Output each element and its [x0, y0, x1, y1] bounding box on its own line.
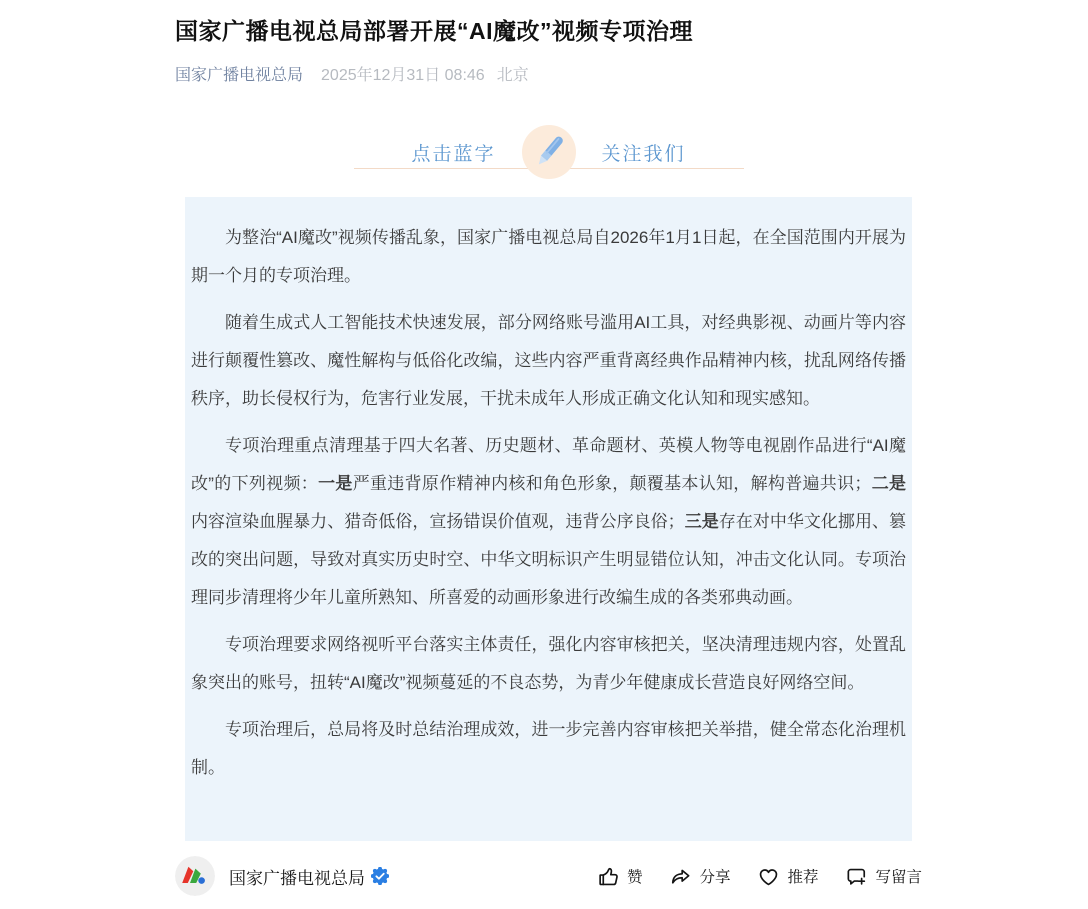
comment-icon — [845, 865, 868, 888]
page-title: 国家广播电视总局部署开展“AI魔改”视频专项治理 — [175, 18, 693, 44]
like-button[interactable] — [597, 865, 643, 888]
author-link[interactable]: 国家广播电视总局 — [175, 67, 304, 84]
like-label: 赞 — [626, 869, 643, 886]
verified-badge-icon — [371, 867, 389, 885]
article-paragraph: 专项治理重点清理基于四大名著、历史题材、革命题材、英模人物等电视剧作品进行“AI魔改”的下列视频：一是严重违背原作精神内核和角色形象，颠覆基本认知，解构普遍共识；二是内容渲染血腥暴力、猎奇低俗，宣扬错误价值观，违背公序良俗；三是存在对中华文化挪用、篡改的突出问题，导致对真实历史时空、中华文明标识产生明显错位认知，冲击文化认同。专项治理同步清理将少年儿童所熟知、所喜爱的动画形象进行改编生成的各类邪典动画。 — [191, 436, 907, 607]
share-button[interactable] — [669, 865, 730, 888]
thumbs-up-icon — [597, 865, 620, 888]
comment-label: 写留言 — [875, 869, 922, 886]
byline — [175, 62, 529, 85]
account-name[interactable]: 国家广播电视总局 — [229, 868, 365, 888]
banner-left-text[interactable]: 点击蓝字 — [411, 143, 496, 165]
share-label: 分享 — [699, 869, 731, 886]
article-paragraph: 专项治理要求网络视听平台落实主体责任，强化内容审核把关，坚决清理违规内容，处置乱象突出的账号，扭转“AI魔改”视频蔓延的不良态势，为青少年健康成长营造良好网络空间。 — [191, 635, 906, 692]
account-info — [175, 856, 389, 896]
banner-right-text[interactable]: 关注我们 — [601, 143, 686, 165]
pen-icon — [522, 125, 576, 179]
article-paragraph: 随着生成式人工智能技术快速发展，部分网络账号滥用AI工具，对经典影视、动画片等内容进行颠覆性篡改、魔性解构与低俗化改编，这些内容严重背离经典作品精神内核，扰乱网络传播秩序，助长侵权行为，危害行业发展，干扰未成年人形成正确文化认知和现实感知。 — [191, 313, 906, 408]
follow-banner — [175, 120, 922, 184]
recommend-label: 推荐 — [787, 869, 819, 886]
share-icon — [669, 865, 692, 888]
article-body — [185, 197, 912, 841]
comment-button[interactable] — [845, 865, 922, 888]
account-avatar[interactable] — [175, 856, 215, 896]
article-paragraph: 为整治“AI魔改”视频传播乱象，国家广播电视总局自2026年1月1日起，在全国范围内开展为期一个月的专项治理。 — [191, 228, 906, 285]
footer-bar — [175, 852, 922, 900]
article-paragraph-clipped: 专项治理后，总局将及时总结治理成效，进一步完善内容审核把关举措，健全常态化治理机制。 — [191, 720, 906, 777]
heart-icon — [757, 865, 780, 888]
publish-location: 北京 — [496, 67, 529, 84]
recommend-button[interactable] — [757, 865, 818, 888]
action-bar — [597, 865, 922, 888]
publish-date: 2025年12月31日 08:46 — [321, 67, 485, 84]
